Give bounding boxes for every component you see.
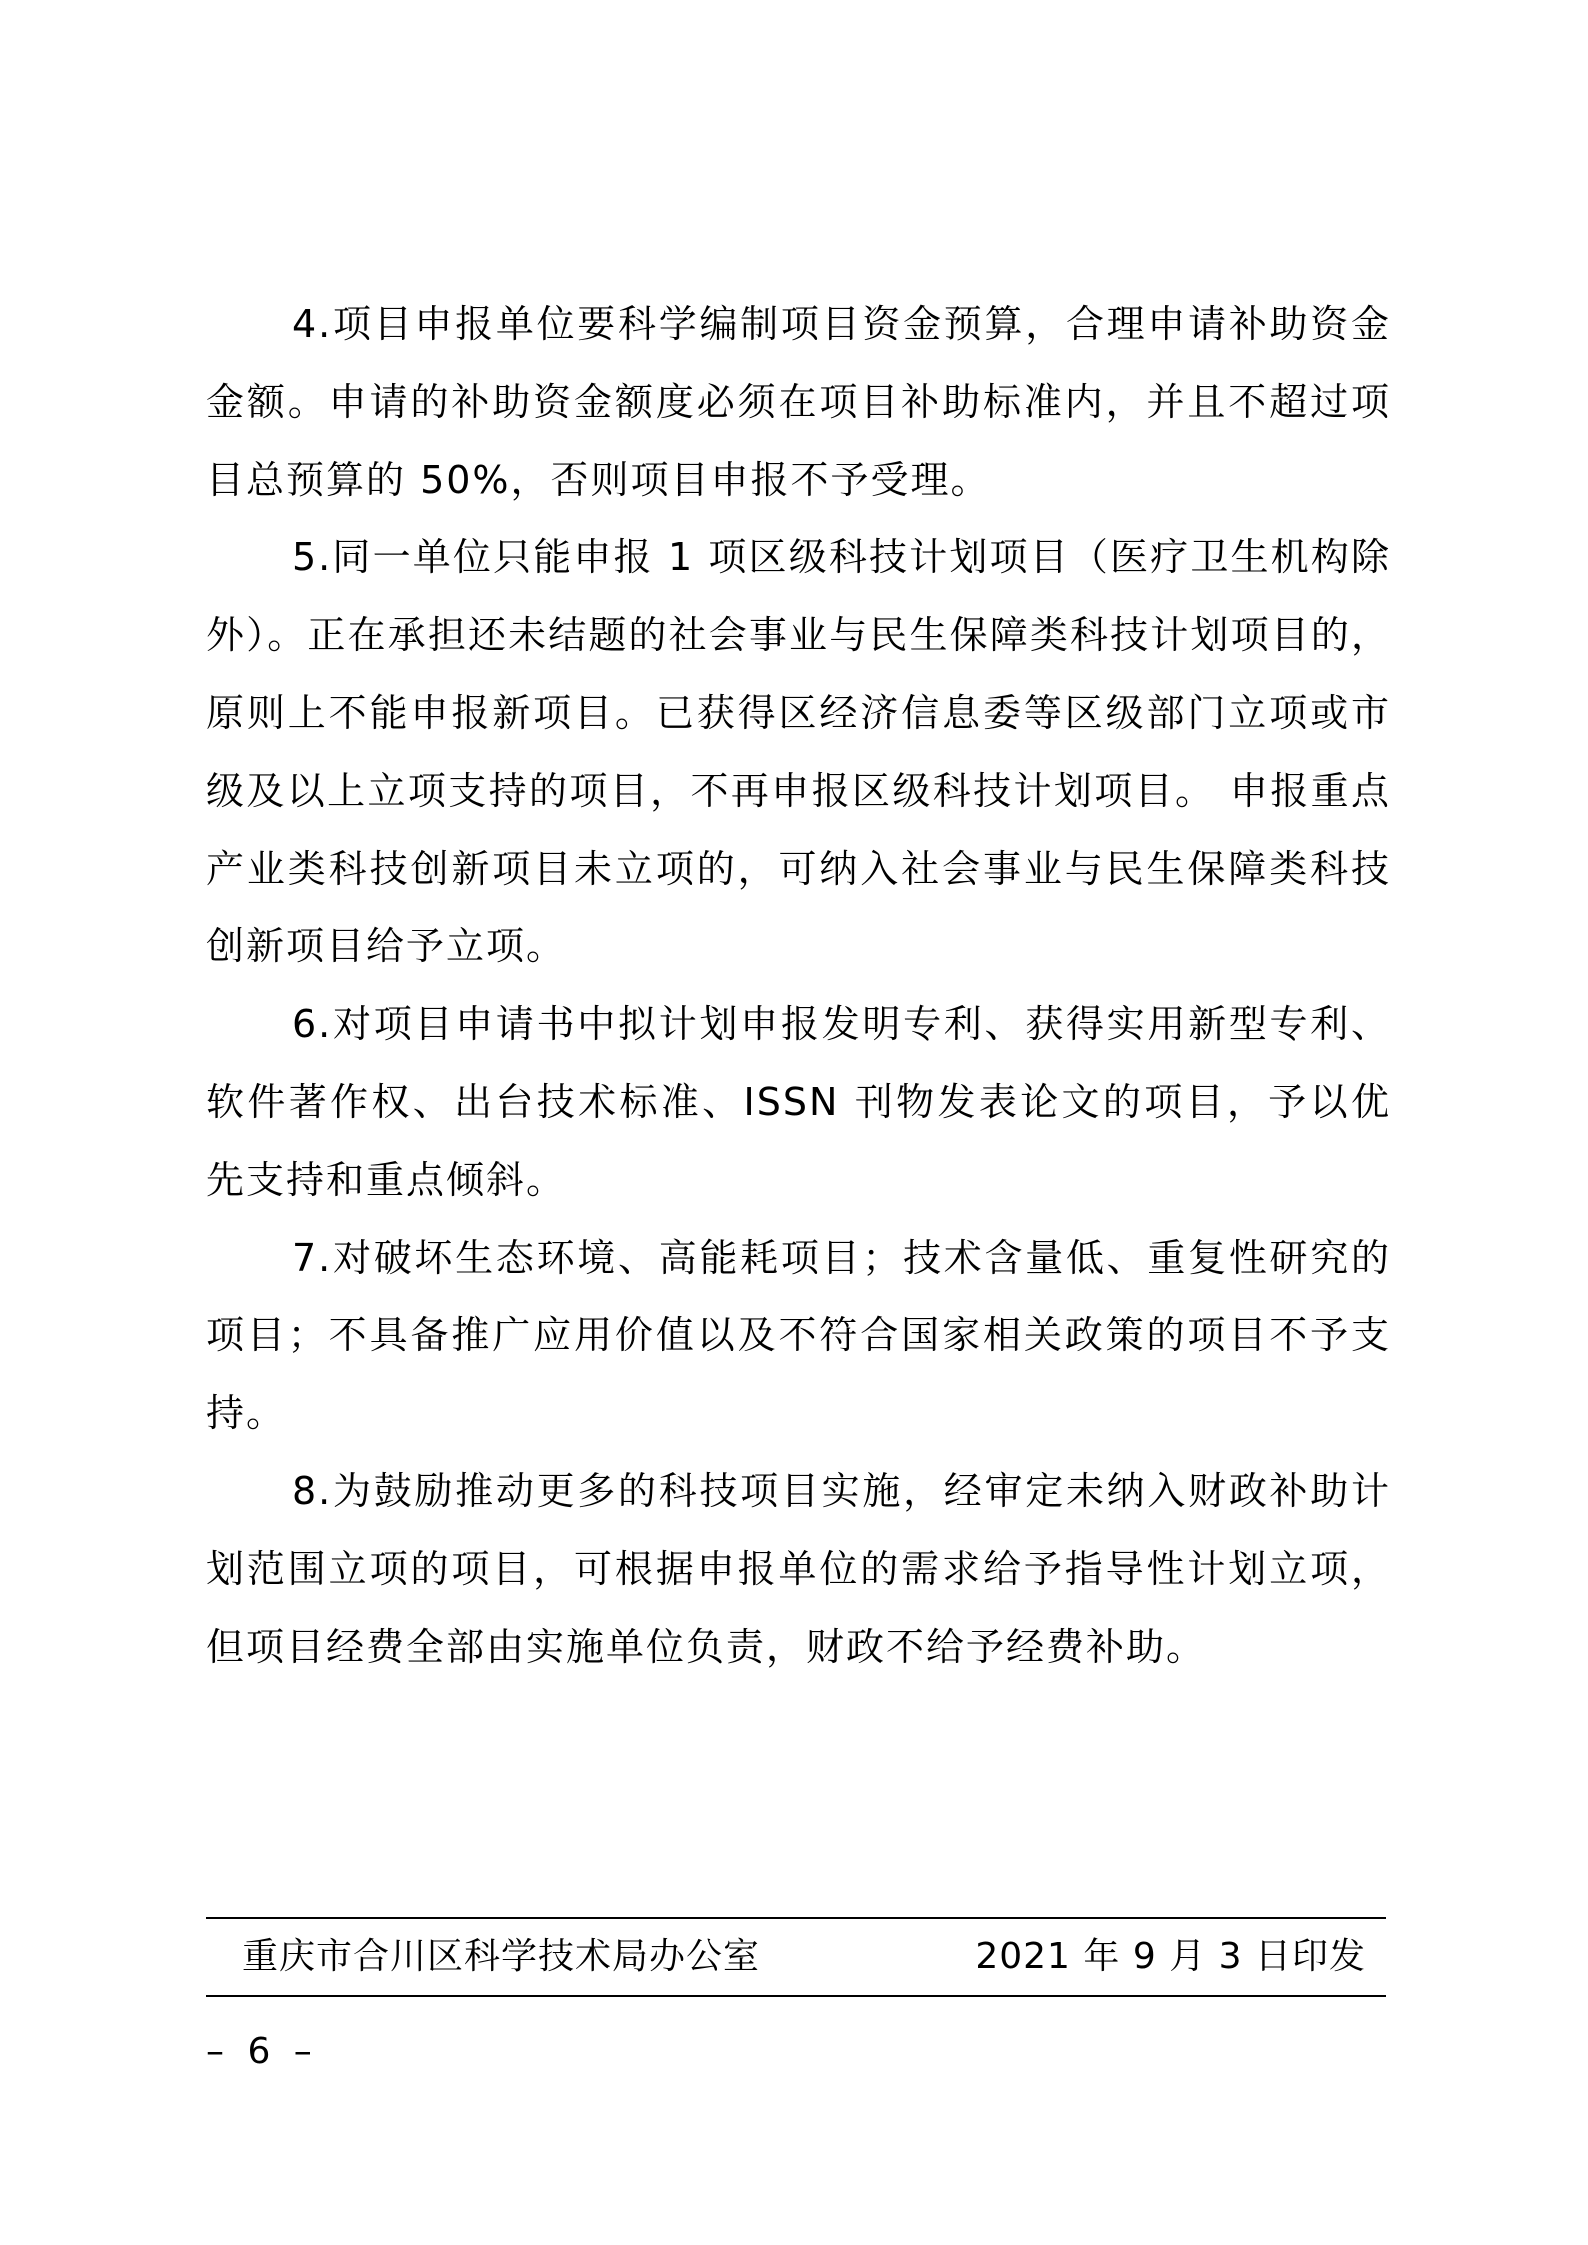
issue-date: 2021 年 9 月 3 日印发 [975, 1936, 1366, 1977]
issuing-organization: 重庆市合川区科学技术局办公室 [242, 1936, 761, 1977]
paragraph-item-8: 8.为鼓励推动更多的科技项目实施，经审定未纳入财政补助计划范围立项的项目，可根据申报单位的需求给予指导性计划立项，但项目经费全部由实施单位负责，财政不给予经费补助。 [206, 1468, 1391, 1669]
paragraph-item-6: 6.对项目申请书中拟计划申报发明专利、获得实用新型专利、 软件著作权、出台技术标准、ISSN 刊物发表论文的项目，予以优先支持和重点倾斜。 [206, 1002, 1391, 1202]
issuance-footer [206, 1917, 1386, 1997]
document-body [206, 286, 1391, 1686]
paragraph-item-7: 7.对破坏生态环境、高能耗项目；技术含量低、重复性研究的项目；不具备推广应用价值以及不符合国家相关政策的项目不予支持。 [206, 1235, 1391, 1436]
page-number: – 6 – [206, 2031, 318, 2072]
paragraph-item-5: 5.同一单位只能申报 1 项区级科技计划项目（医疗卫生机构除外）。正在承担还未结题的社会事业与民生保障类科技计划项目的，原则上不能申报新项目。已获得区经济信息委等区级部门立项或市级及以上立项支持的项目，不再申报区级科技计划项目。 申报重点产业类科技创新项目未立项的，可纳入社会事业与民生保障类科技创新项目给予立项。 [206, 535, 1391, 969]
paragraph-item-4: 4.项目申报单位要科学编制项目资金预算，合理申请补助资金金额。申请的补助资金额度必须在项目补助标准内，并且不超过项目总预算的 50%，否则项目申报不予受理。 [206, 302, 1391, 502]
